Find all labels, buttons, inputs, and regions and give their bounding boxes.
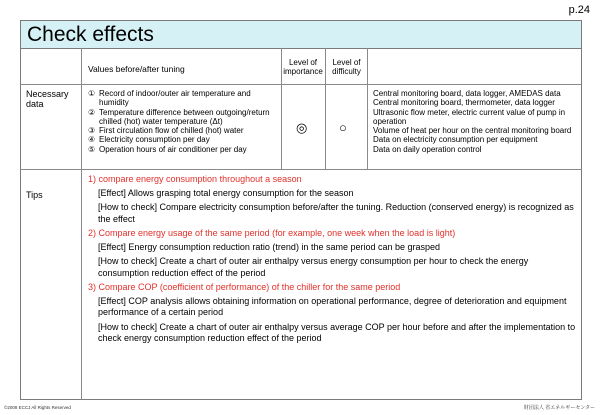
item-text: Temperature difference between outgoing/return chilled (hot) water temperature (Δt) [99,107,270,126]
list-item [88,135,278,144]
tip-effect: [Effect] Allows grasping total energy consumption for the season [98,187,354,198]
item-number: ④ [88,135,96,145]
values-list [88,89,278,154]
values-column-divider [281,48,282,169]
tip-effect: [Effect] COP analysis allows obtaining information on operational performance, degree of deterioration and equipment performance of a certain period [98,295,567,317]
item-number: ③ [88,126,96,136]
values-header: Values before/after tuning [88,64,185,74]
organization-logo-text: 財団法人 省エネルギーセンター [523,405,595,411]
page-title: Check effects [27,23,154,46]
header-divider [20,84,582,85]
difficulty-circle-icon: ○ [339,120,347,135]
list-item [88,108,278,127]
copyright-text: ©2008 ECCJ All Rights Reserved [4,405,71,410]
label-column-divider [81,48,82,400]
list-item: Volume of heat per hour on the central monitoring board [373,126,572,136]
tip-heading: 1) compare energy consumption throughout a season [88,174,302,184]
list-item [88,89,278,108]
tips-label: Tips [26,190,43,200]
list-item [88,126,278,135]
item-text: Operation hours of air conditioner per day [99,144,247,154]
importance-column-divider [325,48,326,169]
item-text: Electricity consumption per day [99,135,210,145]
title-bar [20,20,582,49]
tip-heading: 3) Compare COP (coefficient of performance) of the chiller for the same period [88,282,401,292]
tip-how-to-check: [How to check] Compare electricity consumption before/after the tuning. Reduction (conserved energy) is recognized as the effect [98,202,574,224]
list-item: Data on electricity consumption per equipment [373,135,538,145]
page-number: p.24 [568,4,590,16]
item-number: ⑤ [88,144,96,154]
list-item: Data on daily operation control [373,144,482,154]
difficulty-column-divider [367,48,368,169]
tip-effect: [Effect] Energy consumption reduction ratio (trend) in the same period can be grasped [98,241,441,252]
importance-double-circle-icon: ◎ [296,120,308,135]
item-text: First circulation flow of chilled (hot) water [99,126,244,136]
necessary-data-label: Necessary data [26,89,69,109]
list-item [88,145,278,154]
difficulty-header: Level of difficulty [332,58,361,76]
tip-how-to-check: [How to check] Create a chart of outer air enthalpy versus energy consumption per hour to check the energy consumption reduction effect of the period [98,256,529,278]
list-item: Ultrasonic flow meter, electric current value of pump in operation [373,107,566,126]
item-number: ① [88,89,96,98]
data-sources-list [373,89,578,154]
tip-heading: 2) Compare energy usage of the same period (for example, one week when the load is light) [88,228,456,238]
item-number: ② [88,107,96,117]
list-item: Central monitoring board, data logger, AMEDAS data [373,89,561,98]
item-text: Record of indoor/outer air temperature and humidity [99,89,251,108]
list-item: Central monitoring board, thermometer, data logger [373,98,555,108]
tip-how-to-check: [How to check] Create a chart of outer air enthalpy versus average COP per hour before and after the implementation to check energy consumption reduction effect of the period [98,321,576,343]
tips-content [88,174,580,348]
importance-header: Level of importance [283,58,323,76]
section-divider [20,169,582,170]
